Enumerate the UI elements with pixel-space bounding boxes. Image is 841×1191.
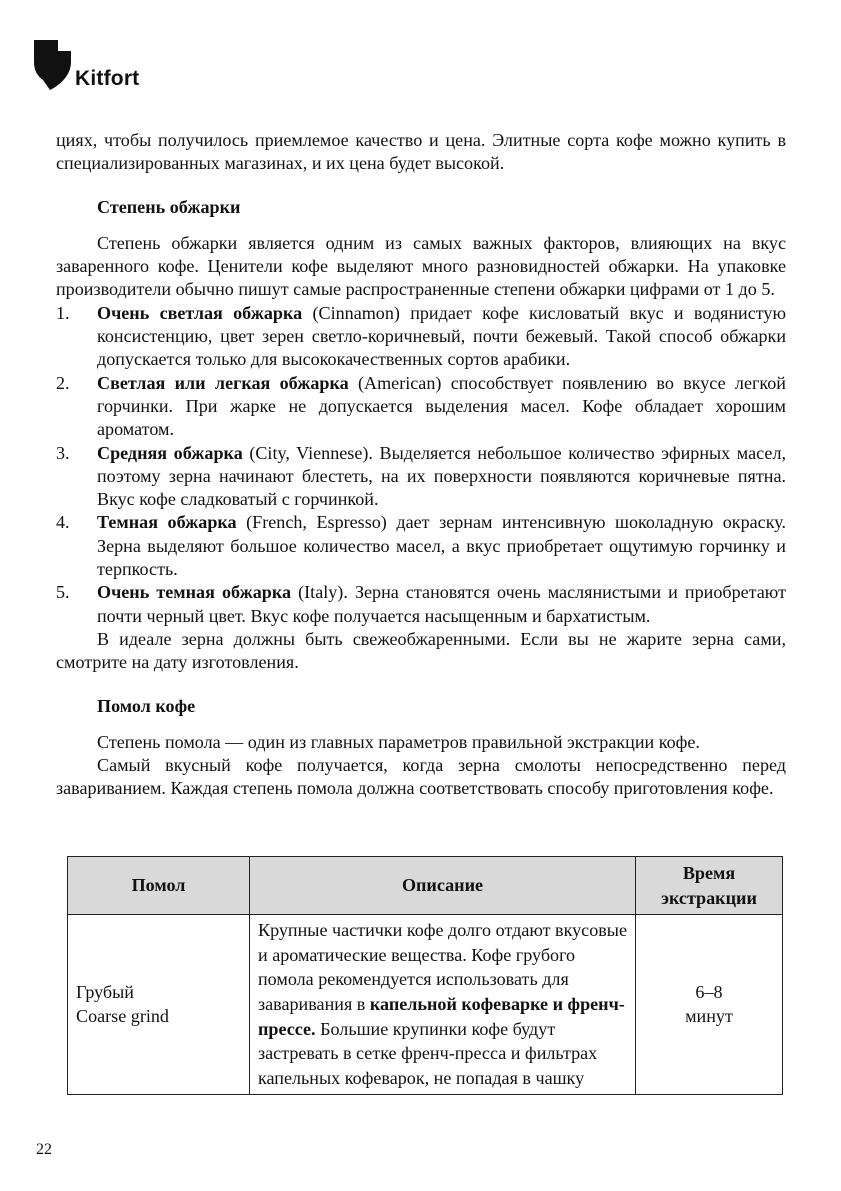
header-extraction-time — [636, 857, 783, 915]
header-time-line1: Время — [682, 863, 736, 883]
grind-paragraph: Самый вкусный кофе получается, когда зерна смолоты непосредственно перед завариванием. Каждая степень помола должна соответствовать способу приготовления кофе. — [56, 755, 786, 799]
grind-cell — [68, 915, 250, 1095]
roast-list-item — [56, 372, 786, 442]
page-number: 22 — [36, 1141, 52, 1158]
list-number: 2. — [56, 372, 70, 393]
grind-table — [67, 856, 783, 1095]
header-time-line2: экстракции — [661, 887, 757, 908]
time-unit: минут — [685, 1006, 733, 1027]
list-number: 1. — [56, 302, 70, 323]
list-number: 4. — [56, 512, 70, 533]
roast-closing-paragraph: В идеале зерна должны быть свежеобжаренными. Если вы не жарите зерна сами, смотрите на дату изготовления. — [56, 628, 786, 673]
list-number: 5. — [56, 582, 70, 603]
roast-description: (Italy). Зерна становятся очень маслянистыми и приобретают почти черный цвет. Вкус кофе получается насыщенным и бархатистым. — [97, 582, 786, 626]
roast-description: (American) способствует появлению во вкусе легкой горчинки. При жарке не допускается выделения масел. Кофе обладает хорошим ароматом. — [97, 372, 786, 440]
brand-name: Kitfort — [75, 67, 140, 90]
grind-name-en: Coarse grind — [76, 1006, 169, 1027]
roast-term: Темная обжарка — [97, 512, 237, 533]
kitfort-logo-icon — [34, 40, 72, 90]
roast-heading: Степень обжарки — [97, 196, 241, 217]
table-row — [68, 915, 783, 1095]
roast-list-item — [56, 511, 786, 581]
roast-term: Очень темная обжарка — [97, 582, 292, 603]
roast-paragraph: Степень обжарки является одним из самых важных факторов, влияющих на вкус заваренного кофе. Ценители кофе выделяют много разновидностей обжарки. На упаковке производители обычно пишут самые распространенные степени обжарки цифрами от 1 до 5. — [56, 232, 786, 300]
grind-name-ru: Грубый — [76, 981, 134, 1002]
roast-list-item — [56, 581, 786, 628]
roast-list-item — [56, 442, 786, 512]
grind-heading: Помол кофе — [97, 695, 196, 716]
page-content — [56, 129, 786, 801]
roast-description: (City, Viennese). Выделяется небольшое количество эфирных масел, поэтому зерна начинают блестеть, на их поверхности появляются коричневые пятна. Вкус кофе сладковатый с горчинкой. — [97, 442, 787, 510]
roast-list-item — [56, 302, 786, 372]
time-cell — [636, 915, 783, 1095]
roast-term: Средняя обжарка — [97, 442, 243, 463]
description-text: Крупные частички кофе долго отдают вкусовые и ароматические вещества. Кофе грубого помола рекомендуется использовать для заваривания в — [258, 920, 627, 1014]
grind-paragraph: Степень помола — один из главных параметров правильной экстракции кофе. — [97, 731, 700, 752]
roast-term: Светлая или легкая обжарка — [97, 372, 349, 393]
time-value: 6–8 — [695, 981, 723, 1002]
header-grind: Помол — [68, 857, 250, 915]
list-number: 3. — [56, 442, 70, 463]
table-header-row — [68, 857, 783, 915]
roast-list — [56, 302, 786, 628]
roast-description: (Cinnamon) придает кофе кисловатый вкус и водянистую консистенцию, цвет зерен светло-коричневый, почти бежевый. Такой способ обжарки допускается только для высококачественных сортов арабики. — [97, 302, 787, 370]
header-description: Описание — [250, 857, 636, 915]
intro-paragraph: циях, чтобы получилось приемлемое качество и цена. Элитные сорта кофе можно купить в специализированных магазинах, и их цена будет высокой. — [56, 130, 786, 174]
brand-logo — [34, 40, 139, 90]
roast-term: Очень светлая обжарка — [97, 302, 303, 323]
description-text: Большие крупинки кофе будут застревать в сетке френч-пресса и фильтрах капельных кофеварок, не попадая в чашку — [258, 1018, 598, 1088]
description-bold: капельной кофеварке и френч-прессе. — [258, 993, 625, 1039]
roast-description: (French, Espresso) дает зернам интенсивную шоколадную окраску. Зерна выделяют большое количество масел, а вкус приобретает ощутимую горчинку и терпкость. — [97, 512, 786, 580]
description-cell — [250, 915, 636, 1095]
